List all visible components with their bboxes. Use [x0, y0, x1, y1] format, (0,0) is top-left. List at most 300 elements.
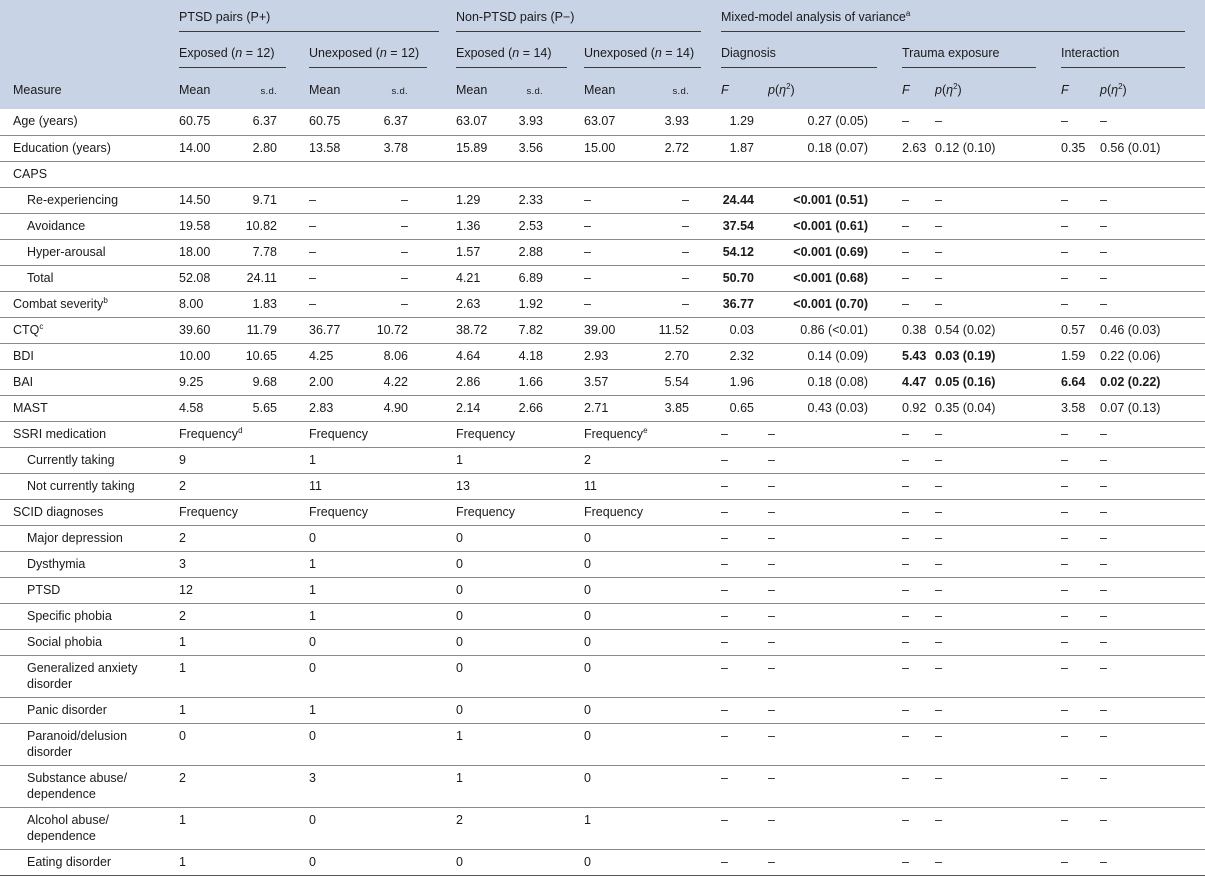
- stat-cell: –: [701, 807, 768, 849]
- row-label: Education (years): [0, 135, 166, 161]
- value-cell: 14.00: [166, 135, 230, 161]
- stat-cell: 0.18 (0.08): [768, 369, 880, 395]
- value-cell: 2.14: [439, 395, 507, 421]
- stat-cell: –: [1041, 765, 1097, 807]
- value-cell: –: [649, 213, 701, 239]
- value-cell: 1.92: [507, 291, 574, 317]
- stat-cell: –: [935, 849, 1041, 875]
- header-row-subgroups: [0, 36, 1205, 72]
- stat-cell: –: [701, 473, 768, 499]
- stat-cell: –: [1041, 655, 1097, 697]
- stat-cell: 6.64: [1041, 369, 1097, 395]
- stat-cell: 0.46 (0.03): [1097, 317, 1205, 343]
- stat-cell: –: [1097, 577, 1205, 603]
- stat-cell: –: [701, 849, 768, 875]
- row-label: PTSD: [0, 577, 166, 603]
- value-cell: 2.00: [297, 369, 371, 395]
- stat-cell: –: [1041, 551, 1097, 577]
- row-label: Specific phobia: [0, 603, 166, 629]
- value-cell: 1.57: [439, 239, 507, 265]
- value-cell: 5.54: [649, 369, 701, 395]
- row-label: SCID diagnoses: [0, 499, 166, 525]
- mean-header: Mean: [309, 83, 341, 97]
- value-cell: [371, 161, 439, 187]
- row-label: Generalized anxiety disorder: [0, 655, 166, 697]
- value-cell: 63.07: [439, 109, 507, 135]
- stat-cell: 0.07 (0.13): [1097, 395, 1205, 421]
- frequency-cell: Frequency: [166, 499, 297, 525]
- stat-cell: –: [768, 499, 880, 525]
- value-cell: 52.08: [166, 265, 230, 291]
- value-cell: 10.65: [230, 343, 297, 369]
- frequency-cell: 0: [297, 723, 439, 765]
- stat-cell: 5.43: [880, 343, 935, 369]
- stat-cell: –: [1097, 807, 1205, 849]
- stat-cell: –: [935, 265, 1041, 291]
- stat-cell: –: [768, 551, 880, 577]
- stat-cell: 0.35 (0.04): [935, 395, 1041, 421]
- stat-cell: –: [1097, 697, 1205, 723]
- value-cell: –: [371, 213, 439, 239]
- stat-cell: <0.001 (0.51): [768, 187, 880, 213]
- value-cell: –: [574, 239, 649, 265]
- stat-cell: 0.35: [1041, 135, 1097, 161]
- table-row: [0, 395, 1205, 421]
- stat-cell: –: [1041, 603, 1097, 629]
- value-cell: 1.36: [439, 213, 507, 239]
- frequency-cell: 1: [166, 697, 297, 723]
- stat-cell: –: [1097, 723, 1205, 765]
- value-cell: 19.58: [166, 213, 230, 239]
- stat-cell: –: [768, 655, 880, 697]
- table-row: [0, 551, 1205, 577]
- frequency-cell: 0: [439, 629, 574, 655]
- row-label: Avoidance: [0, 213, 166, 239]
- stat-cell: 54.12: [701, 239, 768, 265]
- value-cell: 2.93: [574, 343, 649, 369]
- value-cell: –: [297, 187, 371, 213]
- stat-cell: –: [935, 655, 1041, 697]
- measure-header: Measure: [13, 83, 62, 97]
- value-cell: –: [297, 239, 371, 265]
- value-cell: 2.33: [507, 187, 574, 213]
- table-row: [0, 369, 1205, 395]
- stat-cell: 1.87: [701, 135, 768, 161]
- value-cell: 7.82: [507, 317, 574, 343]
- value-cell: 2.70: [649, 343, 701, 369]
- stat-cell: –: [880, 109, 935, 135]
- value-cell: 2.80: [230, 135, 297, 161]
- stat-cell: –: [1097, 213, 1205, 239]
- stat-cell: –: [935, 697, 1041, 723]
- stat-cell: –: [768, 629, 880, 655]
- stat-cell: [701, 161, 768, 187]
- stat-cell: –: [768, 765, 880, 807]
- stat-cell: –: [1097, 551, 1205, 577]
- frequency-cell: 3: [166, 551, 297, 577]
- stat-cell: 37.54: [701, 213, 768, 239]
- stat-cell: –: [1041, 265, 1097, 291]
- stat-cell: –: [880, 499, 935, 525]
- sd-header: s.d.: [672, 86, 689, 97]
- row-label: BDI: [0, 343, 166, 369]
- value-cell: –: [649, 291, 701, 317]
- stat-cell: 0.12 (0.10): [935, 135, 1041, 161]
- stat-cell: –: [935, 239, 1041, 265]
- stat-cell: –: [768, 807, 880, 849]
- stat-cell: –: [1097, 765, 1205, 807]
- stat-cell: 0.27 (0.05): [768, 109, 880, 135]
- table-row: [0, 421, 1205, 447]
- stat-cell: 0.56 (0.01): [1097, 135, 1205, 161]
- stat-cell: –: [768, 473, 880, 499]
- frequency-cell: 11: [297, 473, 439, 499]
- stat-cell: <0.001 (0.70): [768, 291, 880, 317]
- stat-cell: –: [1097, 265, 1205, 291]
- frequency-cell: 2: [166, 765, 297, 807]
- row-label: CTQ$^c$: [0, 317, 166, 343]
- stat-cell: –: [935, 525, 1041, 551]
- group-header-nonptsd: Non-PTSD pairs (P−): [456, 10, 701, 32]
- subgroup-diagnosis: Diagnosis: [721, 46, 877, 68]
- row-label: Major depression: [0, 525, 166, 551]
- value-cell: 3.93: [649, 109, 701, 135]
- stat-cell: 1.59: [1041, 343, 1097, 369]
- stat-cell: –: [880, 629, 935, 655]
- value-cell: –: [649, 239, 701, 265]
- value-cell: 4.21: [439, 265, 507, 291]
- subgroup-p-exposed: Exposed (n = 12): [179, 46, 286, 68]
- frequency-cell: Frequency: [297, 421, 439, 447]
- row-label: CAPS: [0, 161, 166, 187]
- stat-cell: 2.32: [701, 343, 768, 369]
- frequency-cell: 0: [439, 525, 574, 551]
- frequency-cell: 1: [439, 447, 574, 473]
- stat-cell: –: [701, 697, 768, 723]
- frequency-cell: 0: [297, 525, 439, 551]
- value-cell: 3.78: [371, 135, 439, 161]
- frequency-cell: 0: [439, 655, 574, 697]
- stat-cell: –: [880, 765, 935, 807]
- table-row: [0, 213, 1205, 239]
- stat-cell: [1097, 161, 1205, 187]
- value-cell: 13.58: [297, 135, 371, 161]
- value-cell: 2.88: [507, 239, 574, 265]
- table-row: [0, 525, 1205, 551]
- stat-cell: –: [701, 525, 768, 551]
- stat-cell: –: [1041, 629, 1097, 655]
- value-cell: –: [574, 265, 649, 291]
- value-cell: [439, 161, 507, 187]
- stat-cell: –: [880, 213, 935, 239]
- f-header: F: [1061, 83, 1069, 97]
- stat-cell: –: [1041, 187, 1097, 213]
- frequency-cell: 0: [439, 551, 574, 577]
- table-row: [0, 765, 1205, 807]
- stat-cell: –: [880, 291, 935, 317]
- sd-header: s.d.: [260, 86, 277, 97]
- value-cell: 38.72: [439, 317, 507, 343]
- stat-cell: –: [935, 473, 1041, 499]
- stat-cell: –: [701, 723, 768, 765]
- value-cell: 1.29: [439, 187, 507, 213]
- value-cell: –: [371, 239, 439, 265]
- table-row: [0, 343, 1205, 369]
- stat-cell: 36.77: [701, 291, 768, 317]
- row-label: Combat severity$^b$: [0, 291, 166, 317]
- stat-cell: –: [1041, 577, 1097, 603]
- table-row: [0, 603, 1205, 629]
- stat-cell: –: [701, 603, 768, 629]
- frequency-cell: 0: [574, 551, 701, 577]
- stat-cell: –: [1041, 447, 1097, 473]
- stat-cell: –: [701, 629, 768, 655]
- value-cell: 2.71: [574, 395, 649, 421]
- row-label: Re-experiencing: [0, 187, 166, 213]
- value-cell: 6.37: [371, 109, 439, 135]
- stat-cell: 0.02 (0.22): [1097, 369, 1205, 395]
- stat-cell: –: [1041, 291, 1097, 317]
- stat-cell: –: [701, 655, 768, 697]
- table-row: [0, 807, 1205, 849]
- subgroup-p-unexposed: Unexposed (n = 12): [309, 46, 427, 68]
- stat-cell: –: [880, 447, 935, 473]
- stat-cell: 0.65: [701, 395, 768, 421]
- stat-cell: –: [768, 525, 880, 551]
- table-row: [0, 265, 1205, 291]
- stat-cell: –: [1097, 849, 1205, 875]
- value-cell: 5.65: [230, 395, 297, 421]
- value-cell: 4.25: [297, 343, 371, 369]
- frequency-cell: 0: [574, 849, 701, 875]
- row-label: BAI: [0, 369, 166, 395]
- value-cell: 4.90: [371, 395, 439, 421]
- frequency-cell: 0: [574, 629, 701, 655]
- row-label: Eating disorder: [0, 849, 166, 875]
- stat-cell: –: [935, 187, 1041, 213]
- value-cell: –: [574, 187, 649, 213]
- frequency-cell: 1: [297, 697, 439, 723]
- table-row: [0, 187, 1205, 213]
- value-cell: 9.71: [230, 187, 297, 213]
- stat-cell: –: [1097, 603, 1205, 629]
- frequency-cell: 0: [439, 603, 574, 629]
- value-cell: 6.89: [507, 265, 574, 291]
- frequency-cell: 12: [166, 577, 297, 603]
- frequency-cell: 2: [574, 447, 701, 473]
- value-cell: 2.72: [649, 135, 701, 161]
- stat-cell: –: [1097, 473, 1205, 499]
- stat-cell: –: [880, 723, 935, 765]
- frequency-cell: 0: [574, 697, 701, 723]
- frequency-cell: 2: [166, 603, 297, 629]
- stat-cell: [935, 161, 1041, 187]
- frequency-cell: 0: [574, 577, 701, 603]
- frequency-cell: 0: [297, 629, 439, 655]
- value-cell: 2.83: [297, 395, 371, 421]
- table-row: [0, 447, 1205, 473]
- stat-cell: –: [1041, 723, 1097, 765]
- stat-cell: <0.001 (0.69): [768, 239, 880, 265]
- stat-cell: –: [935, 629, 1041, 655]
- value-cell: [230, 161, 297, 187]
- table-row: [0, 239, 1205, 265]
- stat-cell: –: [880, 525, 935, 551]
- table-row: [0, 109, 1205, 135]
- frequency-cell: 0: [297, 849, 439, 875]
- value-cell: 3.85: [649, 395, 701, 421]
- frequency-cell: 13: [439, 473, 574, 499]
- row-label: Hyper-arousal: [0, 239, 166, 265]
- value-cell: 15.00: [574, 135, 649, 161]
- frequency-cell: Frequency$^e$: [574, 421, 701, 447]
- stat-cell: <0.001 (0.68): [768, 265, 880, 291]
- value-cell: 3.57: [574, 369, 649, 395]
- stat-cell: –: [768, 697, 880, 723]
- stat-cell: –: [880, 551, 935, 577]
- stat-cell: –: [768, 723, 880, 765]
- stat-cell: 1.29: [701, 109, 768, 135]
- stat-cell: –: [701, 421, 768, 447]
- value-cell: 9.25: [166, 369, 230, 395]
- stat-cell: –: [1041, 849, 1097, 875]
- stat-cell: 24.44: [701, 187, 768, 213]
- stat-cell: –: [935, 551, 1041, 577]
- stat-cell: –: [768, 849, 880, 875]
- frequency-cell: 0: [574, 655, 701, 697]
- value-cell: 8.06: [371, 343, 439, 369]
- value-cell: 60.75: [166, 109, 230, 135]
- stat-cell: –: [935, 213, 1041, 239]
- stat-cell: 0.22 (0.06): [1097, 343, 1205, 369]
- row-label: Dysthymia: [0, 551, 166, 577]
- frequency-cell: 2: [166, 525, 297, 551]
- table-body: [0, 109, 1205, 875]
- value-cell: –: [297, 213, 371, 239]
- value-cell: [297, 161, 371, 187]
- frequency-cell: 1: [166, 807, 297, 849]
- stat-cell: 0.57: [1041, 317, 1097, 343]
- value-cell: 4.64: [439, 343, 507, 369]
- mean-header: Mean: [584, 83, 616, 97]
- row-label: MAST: [0, 395, 166, 421]
- row-label: Age (years): [0, 109, 166, 135]
- stat-cell: 1.96: [701, 369, 768, 395]
- row-label: Paranoid/delusion disorder: [0, 723, 166, 765]
- stat-cell: –: [768, 447, 880, 473]
- stat-cell: 0.86 (<0.01): [768, 317, 880, 343]
- value-cell: 39.60: [166, 317, 230, 343]
- value-cell: 2.63: [439, 291, 507, 317]
- frequency-cell: 2: [166, 473, 297, 499]
- frequency-cell: Frequency$^d$: [166, 421, 297, 447]
- stat-cell: –: [1041, 213, 1097, 239]
- table-row: [0, 161, 1205, 187]
- value-cell: –: [371, 265, 439, 291]
- stat-cell: 0.03 (0.19): [935, 343, 1041, 369]
- frequency-cell: 2: [439, 807, 574, 849]
- row-label: Alcohol abuse/ dependence: [0, 807, 166, 849]
- frequency-cell: 0: [574, 525, 701, 551]
- stat-cell: <0.001 (0.61): [768, 213, 880, 239]
- stat-cell: –: [935, 723, 1041, 765]
- frequency-cell: 0: [166, 723, 297, 765]
- value-cell: 10.00: [166, 343, 230, 369]
- stat-cell: 0.03: [701, 317, 768, 343]
- stat-cell: –: [880, 849, 935, 875]
- footnote-mark: a: [905, 8, 911, 18]
- stat-cell: –: [1041, 421, 1097, 447]
- frequency-cell: 0: [574, 723, 701, 765]
- stat-cell: –: [1041, 807, 1097, 849]
- table-row: [0, 723, 1205, 765]
- table-row: [0, 577, 1205, 603]
- stat-cell: –: [880, 473, 935, 499]
- stat-cell: –: [935, 109, 1041, 135]
- table-row: [0, 849, 1205, 875]
- value-cell: 8.00: [166, 291, 230, 317]
- value-cell: 11.52: [649, 317, 701, 343]
- value-cell: –: [371, 187, 439, 213]
- frequency-cell: 1: [166, 629, 297, 655]
- row-label: Not currently taking: [0, 473, 166, 499]
- stat-cell: –: [1097, 525, 1205, 551]
- subgroup-interaction: Interaction: [1061, 46, 1185, 68]
- value-cell: 10.72: [371, 317, 439, 343]
- frequency-cell: 9: [166, 447, 297, 473]
- value-cell: 36.77: [297, 317, 371, 343]
- frequency-cell: 0: [574, 603, 701, 629]
- subgroup-n-unexposed: Unexposed (n = 14): [584, 46, 701, 68]
- table-row: [0, 291, 1205, 317]
- stat-cell: 0.54 (0.02): [935, 317, 1041, 343]
- stat-cell: –: [701, 447, 768, 473]
- value-cell: 1.66: [507, 369, 574, 395]
- stat-cell: –: [1097, 291, 1205, 317]
- value-cell: 7.78: [230, 239, 297, 265]
- value-cell: 9.68: [230, 369, 297, 395]
- value-cell: –: [371, 291, 439, 317]
- stat-cell: 3.58: [1041, 395, 1097, 421]
- stat-cell: –: [880, 697, 935, 723]
- frequency-cell: 11: [574, 473, 701, 499]
- stat-cell: –: [701, 577, 768, 603]
- stat-cell: –: [935, 603, 1041, 629]
- row-label: Social phobia: [0, 629, 166, 655]
- value-cell: 3.93: [507, 109, 574, 135]
- value-cell: 15.89: [439, 135, 507, 161]
- table-row: [0, 499, 1205, 525]
- frequency-cell: 0: [439, 577, 574, 603]
- frequency-cell: 1: [297, 577, 439, 603]
- stat-cell: –: [935, 807, 1041, 849]
- value-cell: –: [574, 213, 649, 239]
- stat-cell: –: [1097, 187, 1205, 213]
- frequency-cell: 1: [439, 723, 574, 765]
- stat-cell: –: [1041, 473, 1097, 499]
- frequency-cell: 1: [297, 447, 439, 473]
- value-cell: 60.75: [297, 109, 371, 135]
- value-cell: 24.11: [230, 265, 297, 291]
- value-cell: 14.50: [166, 187, 230, 213]
- frequency-cell: 0: [297, 807, 439, 849]
- stat-cell: –: [1097, 499, 1205, 525]
- stat-cell: –: [935, 421, 1041, 447]
- frequency-cell: 0: [439, 849, 574, 875]
- value-cell: –: [297, 265, 371, 291]
- stat-cell: –: [1097, 629, 1205, 655]
- stat-cell: 0.05 (0.16): [935, 369, 1041, 395]
